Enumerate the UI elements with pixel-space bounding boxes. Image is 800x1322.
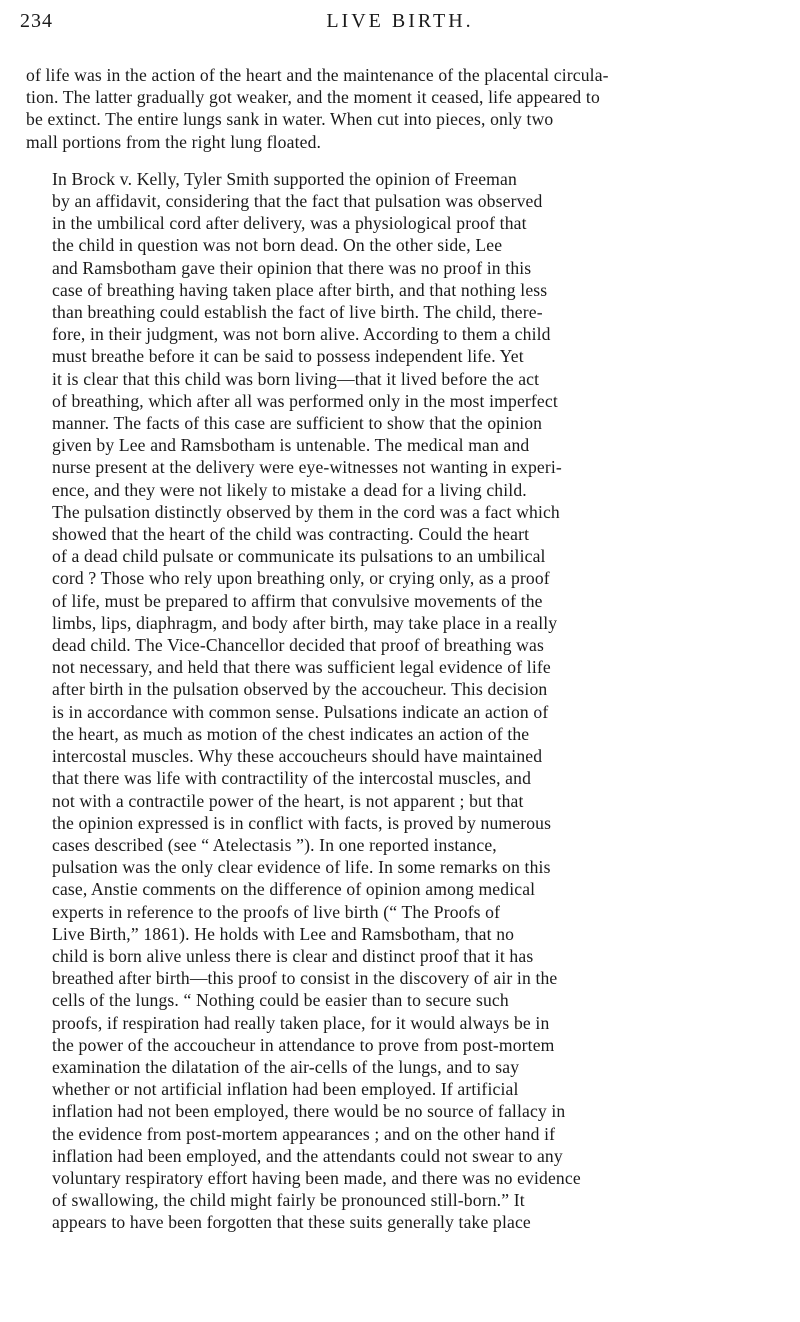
text-line: examination the dilatation of the air-cells of the lungs, and to say — [52, 1056, 520, 1077]
text-line: given by Lee and Ramsbotham is untenable. The medical man and — [52, 435, 530, 456]
text-line: case of breathing having taken place after birth, and that nothing less — [52, 279, 548, 300]
text-line: cells of the lungs. “ Nothing could be easier than to secure such — [52, 990, 509, 1011]
text-line: by an affidavit, considering that the fact that pulsation was observed — [52, 191, 543, 212]
text-line: child is born alive unless there is clear and distinct proof that it has — [52, 945, 534, 966]
text-line: of breathing, which after all was performed only in the most imperfect — [52, 390, 558, 411]
body-text — [26, 64, 780, 1234]
text-line: dead child. The Vice-Chancellor decided that proof of breathing was — [52, 635, 544, 656]
text-line: the child in question was not born dead. On the other side, Lee — [52, 235, 503, 256]
text-line: the opinion expressed is in conflict with facts, is proved by numerous — [52, 812, 552, 833]
text-line: the power of the accoucheur in attendance to prove from post-mortem — [52, 1034, 555, 1055]
text-line: intercostal muscles. Why these accoucheurs should have maintained — [52, 746, 543, 767]
text-line: manner. The facts of this case are sufficient to show that the opinion — [52, 413, 543, 434]
text-line: proofs, if respiration had really taken place, for it would always be in — [52, 1012, 550, 1033]
text-line: appears to have been forgotten that these suits generally take place — [52, 1212, 531, 1233]
text-line: it is clear that this child was born living—that it lived before the act — [52, 368, 540, 389]
text-line: fore, in their judgment, was not born alive. According to them a child — [52, 324, 551, 345]
text-line: In Brock v. Kelly, Tyler Smith supported the opinion of Freeman — [52, 168, 517, 189]
text-line: ence, and they were not likely to mistake a dead for a living child. — [52, 479, 527, 500]
text-line: the heart, as much as motion of the chest indicates an action of the — [52, 723, 530, 744]
text-line: The pulsation distinctly observed by them in the cord was a fact which — [52, 501, 560, 522]
text-line: the evidence from post-mortem appearances ; and on the other hand if — [52, 1123, 556, 1144]
page-number: 234 — [20, 10, 53, 32]
text-line: of life was in the action of the heart and the maintenance of the placental circula- — [26, 65, 609, 85]
text-line: pulsation was the only clear evidence of life. In some remarks on this — [52, 857, 551, 878]
running-head — [18, 10, 782, 42]
text-line: of swallowing, the child might fairly be pronounced still-born.” It — [52, 1190, 525, 1211]
text-line: not necessary, and held that there was sufficient legal evidence of life — [52, 657, 551, 678]
paragraph-1 — [26, 64, 780, 153]
text-line: be extinct. The entire lungs sank in water. When cut into pieces, only two — [26, 109, 554, 130]
text-line: of a dead child pulsate or communicate its pulsations to an umbilical — [52, 546, 546, 567]
text-line: that there was life with contractility of the intercostal muscles, and — [52, 768, 532, 789]
text-line: tion. The latter gradually got weaker, and the moment it ceased, life appeared to — [26, 87, 600, 108]
text-line: mall portions from the right lung floated. — [26, 131, 322, 152]
text-line: inflation had been employed, and the attendants could not swear to any — [52, 1145, 563, 1166]
text-line: breathed after birth—this proof to consist in the discovery of air in the — [52, 968, 558, 989]
text-line: experts in reference to the proofs of live birth (“ The Proofs of — [52, 901, 501, 922]
text-line: whether or not artificial inflation had been employed. If artificial — [52, 1079, 519, 1100]
text-line: must breathe before it can be said to possess independent life. Yet — [52, 346, 524, 367]
text-line: than breathing could establish the fact of live birth. The child, there- — [52, 302, 543, 323]
text-line: Live Birth,” 1861). He holds with Lee and Ramsbotham, that no — [52, 923, 515, 944]
text-line: not with a contractile power of the heart, is not apparent ; but that — [52, 790, 524, 811]
text-line: voluntary respiratory effort having been made, and there was no evidence — [52, 1167, 581, 1188]
text-line: of life, must be prepared to affirm that convulsive movements of the — [52, 590, 543, 611]
running-title: LIVE BIRTH. — [326, 10, 474, 32]
text-line: in the umbilical cord after delivery, was a physiological proof that — [52, 213, 527, 234]
text-line: case, Anstie comments on the difference of opinion among medical — [52, 879, 536, 900]
text-line: after birth in the pulsation observed by the accoucheur. This decision — [52, 679, 548, 700]
text-line: nurse present at the delivery were eye-witnesses not wanting in experi- — [52, 457, 562, 478]
text-line: cord ? Those who rely upon breathing only, or crying only, as a proof — [52, 568, 550, 589]
text-line: is in accordance with common sense. Pulsations indicate an action of — [52, 701, 549, 722]
text-line: showed that the heart of the child was contracting. Could the heart — [52, 524, 530, 545]
text-line: and Ramsbotham gave their opinion that there was no proof in this — [52, 257, 532, 278]
paragraph-2 — [26, 168, 780, 1234]
text-line: cases described (see “ Atelectasis ”). In one reported instance, — [52, 834, 497, 855]
text-line: limbs, lips, diaphragm, and body after birth, may take place in a really — [52, 612, 558, 633]
text-line: inflation had not been employed, there would be no source of fallacy in — [52, 1101, 566, 1122]
